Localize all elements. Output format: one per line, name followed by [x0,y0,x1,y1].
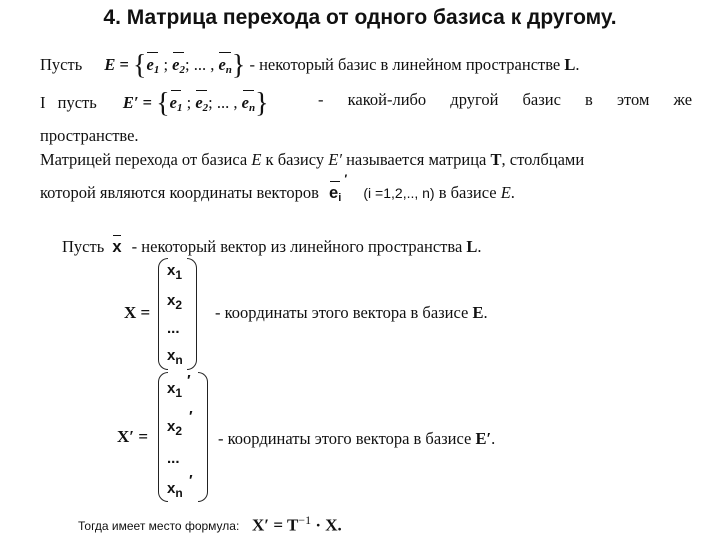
basis-e-symbol: E [104,55,116,74]
text: к базису [265,150,325,169]
period: . [510,183,515,202]
right-brace: } [231,50,246,81]
basis-e-prime-line [40,88,269,120]
period: . [477,237,482,256]
left-brace: { [133,50,147,81]
cursor-mark: I [40,93,46,112]
right-brace: } [255,88,269,119]
period: . [337,515,342,535]
matrix-x-entry: $x_2$ [167,292,183,312]
separator: ; ... , [208,93,238,112]
basis-e-prime-description [318,90,693,110]
multiply-sign: · [315,515,321,535]
page-title: 4. Матрица перехода от одного базиса к другому. [103,6,617,29]
vector-e2: $e_2$ [172,55,185,76]
right-paren [187,258,197,370]
matrix-x-prime-entry: $x_2$ ′ [167,408,193,438]
period: . [483,303,488,322]
description-text: - какой-либо другой базис в этом же [318,90,693,109]
basis-prime-symbol: E′ [328,150,342,169]
basis-e-description: - некоторый базис в линейном пространстве [249,55,561,74]
lead-word: пусть [57,93,97,112]
separator: ; ... , [184,55,215,74]
description-text: - некоторый вектор из линейного пространства [131,237,463,256]
vector-e2-prime: $e_2$ [195,93,209,114]
basis-symbol: E [472,303,484,322]
lead-word: Пусть [62,237,105,256]
text: называется матрица [346,150,487,169]
equals-sign: = [140,303,151,322]
definition-line-1 [40,150,584,170]
equals-sign: = [142,93,153,112]
basis-symbol: E [500,183,511,202]
matrix-x-label [124,303,150,323]
matrix-x-entry: ... [167,320,180,337]
text: - координаты этого вектора в базисе [218,429,472,448]
matrix-x-prime-entry: ... [167,450,180,467]
text: в базисе [438,183,497,202]
separator: ; [163,55,169,74]
text: , столбцами [501,150,585,169]
vector-ei-prime: $e_i$ ′ [329,172,348,204]
equals-sign: = [138,427,148,446]
text: - координаты этого вектора в базисе [215,303,469,322]
period: . [491,429,496,448]
separator: ; [186,93,192,112]
left-brace: { [156,88,170,119]
lead-word: Пусть [40,55,83,74]
vector-x-symbol: x [112,238,122,256]
continuation-text: пространстве. [40,126,139,145]
x-symbol: X [325,515,338,535]
transition-formula [252,513,342,536]
index-range: (i =1,2,.., n) [363,185,435,201]
text: Матрицей перехода от базиса [40,150,248,169]
matrix-x-prime-entry: $x_n$ ′ [167,472,193,500]
label: X′ [117,427,135,446]
equals-sign: = [273,515,283,535]
period: . [575,55,580,74]
definition-line-2 [40,172,515,204]
matrix-x-description [215,303,488,323]
vector-e1: $e_1$ [146,55,160,76]
space-symbol: L [564,55,576,74]
basis-symbol: E [251,150,262,169]
equals-sign: = [119,55,129,74]
inverse-exponent: −1 [298,513,312,527]
space-symbol: L [466,237,478,256]
matrix-x-prime-label [117,427,148,447]
basis-e-prime-symbol: E′ [122,93,139,112]
x-prime-symbol: X′ [252,515,270,535]
vector-en-prime: $e_n$ [241,93,256,114]
matrix-x-entry: $x_n$ [167,347,183,367]
matrix-x-prime-entry: $x_1$ ′ [167,372,191,400]
matrix-x-entry: $x_1$ [167,262,183,282]
matrix-x-prime-description [218,429,495,449]
label: X [124,303,137,322]
matrix-t-symbol: T [490,150,502,169]
basis-e-line [40,50,580,82]
text: которой являются координаты векторов [40,183,319,202]
right-paren [198,372,208,502]
vector-e1-prime: $e_1$ [169,93,183,114]
matrix-t-symbol: T [286,515,299,535]
basis-prime-symbol: E′ [475,429,492,448]
formula-intro: Тогда имеет место формула: [78,519,240,533]
vector-en: $e_n$ [218,55,232,76]
vector-x-line [62,237,482,257]
